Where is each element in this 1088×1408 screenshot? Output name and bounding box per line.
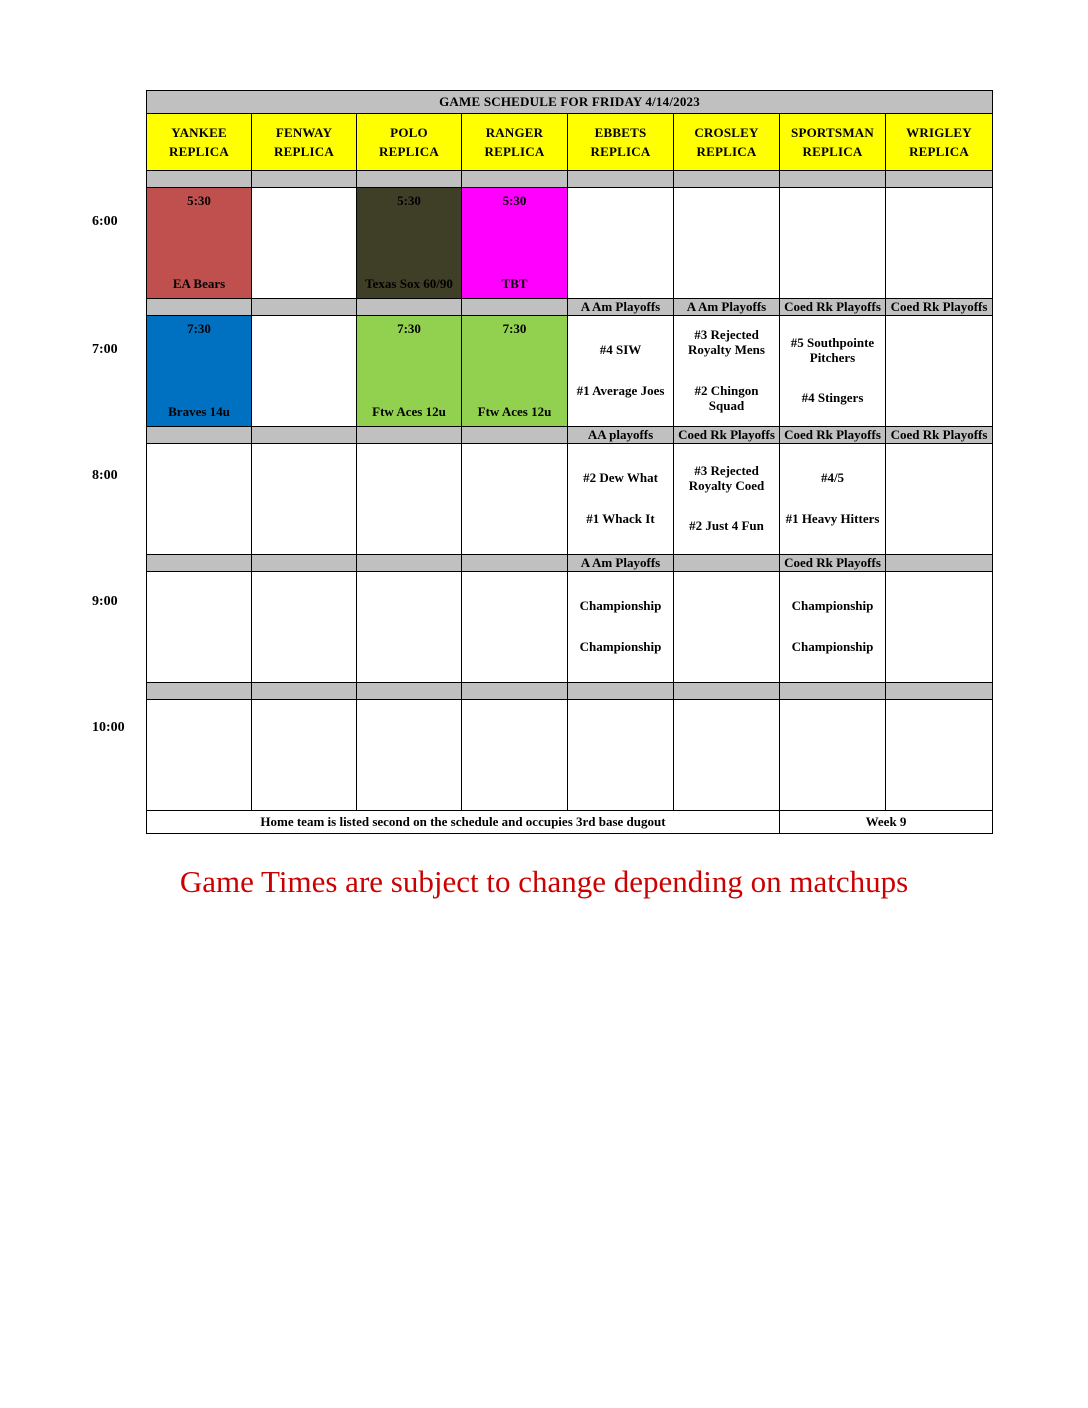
game-team-home: #1 Heavy Hitters xyxy=(785,511,880,526)
game-cell-yankee-900[interactable] xyxy=(147,572,252,683)
game-time: 7:30 xyxy=(502,321,527,336)
separator-label-sportsman: Coed Rk Playoffs xyxy=(780,427,886,444)
separator-cell xyxy=(886,555,993,572)
schedule-row-600 xyxy=(147,188,993,299)
game-cell-sportsman-1000[interactable] xyxy=(780,700,886,811)
separator-label-wrigley: Coed Rk Playoffs xyxy=(886,427,993,444)
game-cell-crosley-600[interactable] xyxy=(674,188,780,299)
field-name-line1: YANKEE xyxy=(171,124,227,140)
game-label-top: Championship xyxy=(791,598,874,614)
field-name-line2: REPLICA xyxy=(590,144,651,159)
field-header-row xyxy=(147,114,993,171)
game-team: Ftw Aces 12u xyxy=(372,404,446,420)
game-cell-fenway-600[interactable] xyxy=(252,188,357,299)
table-title-row xyxy=(147,91,993,114)
game-team-away: #4 SIW xyxy=(599,342,642,358)
game-cell-yankee-700[interactable] xyxy=(147,316,252,427)
separator-cell xyxy=(147,171,252,188)
separator-label-sportsman: Coed Rk Playoffs xyxy=(780,299,886,316)
separator-cell xyxy=(886,171,993,188)
separator-label-ebbets: AA playoffs xyxy=(568,427,674,444)
game-team-home: #1 Average Joes xyxy=(576,383,665,398)
game-cell-sportsman-600[interactable] xyxy=(780,188,886,299)
schedule-row-900 xyxy=(147,572,993,683)
schedule-row-800 xyxy=(147,444,993,555)
field-name-line2: REPLICA xyxy=(274,144,334,159)
separator-cell xyxy=(462,299,568,316)
field-header-crosley xyxy=(674,114,780,171)
game-team: Texas Sox 60/90 xyxy=(365,276,453,292)
time-label-800: 8:00 xyxy=(92,468,118,483)
separator-cell xyxy=(147,299,252,316)
game-label-bottom: Championship xyxy=(791,639,874,654)
schedule-table-wrapper xyxy=(146,90,992,834)
field-name-line1: CROSLEY xyxy=(694,124,759,140)
game-time: 5:30 xyxy=(502,193,527,208)
game-cell-crosley-900[interactable] xyxy=(674,572,780,683)
game-cell-crosley-1000[interactable] xyxy=(674,700,780,811)
field-name-line1: POLO xyxy=(390,124,428,140)
schedule-notice: Game Times are subject to change depending on matchups xyxy=(179,864,909,899)
separator-cell xyxy=(568,171,674,188)
field-name-line1: EBBETS xyxy=(594,124,647,140)
separator-cell xyxy=(252,427,357,444)
page-title: GAME SCHEDULE FOR FRIDAY 4/14/2023 xyxy=(147,91,993,114)
game-cell-polo-800[interactable] xyxy=(357,444,462,555)
game-label-bottom: Championship xyxy=(579,639,662,654)
separator-cell xyxy=(252,299,357,316)
field-header-sportsman xyxy=(780,114,886,171)
game-label-top: Championship xyxy=(579,598,662,614)
time-label-1000: 10:00 xyxy=(92,720,125,735)
separator-cell xyxy=(462,683,568,700)
field-name-line1: FENWAY xyxy=(275,124,333,140)
game-time: 7:30 xyxy=(187,321,211,336)
separator-cell xyxy=(357,555,462,572)
separator-cell xyxy=(147,555,252,572)
separator-cell xyxy=(357,299,462,316)
separator-row-1 xyxy=(147,171,993,188)
field-header-ranger xyxy=(462,114,568,171)
separator-cell xyxy=(357,683,462,700)
game-team-away: #2 Dew What xyxy=(583,470,658,486)
game-cell-ranger-700[interactable] xyxy=(462,316,568,427)
time-label-900: 9:00 xyxy=(92,594,118,609)
game-cell-yankee-1000[interactable] xyxy=(147,700,252,811)
game-team: Ftw Aces 12u xyxy=(477,404,552,420)
game-cell-polo-700[interactable] xyxy=(357,316,462,427)
footer-row xyxy=(147,811,993,834)
game-cell-fenway-1000[interactable] xyxy=(252,700,357,811)
separator-label-crosley: A Am Playoffs xyxy=(674,299,780,316)
game-cell-wrigley-700[interactable] xyxy=(886,316,993,427)
game-team-home: #2 Just 4 Fun xyxy=(689,518,764,534)
separator-cell xyxy=(462,427,568,444)
game-team: Braves 14u xyxy=(168,404,230,420)
separator-row-5 xyxy=(147,683,993,700)
game-cell-fenway-900[interactable] xyxy=(252,572,357,683)
separator-cell xyxy=(147,683,252,700)
separator-label-crosley: Coed Rk Playoffs xyxy=(674,427,780,444)
separator-cell xyxy=(252,683,357,700)
game-cell-yankee-800[interactable] xyxy=(147,444,252,555)
field-header-polo xyxy=(357,114,462,171)
game-cell-wrigley-1000[interactable] xyxy=(886,700,993,811)
game-cell-wrigley-800[interactable] xyxy=(886,444,993,555)
schedule-table xyxy=(146,90,993,834)
game-cell-ranger-800[interactable] xyxy=(462,444,568,555)
game-team-home: #1 Whack It xyxy=(586,511,655,526)
game-cell-sportsman-900[interactable] xyxy=(780,572,886,683)
game-cell-polo-600[interactable] xyxy=(357,188,462,299)
separator-cell xyxy=(357,171,462,188)
separator-cell xyxy=(568,683,674,700)
field-header-yankee xyxy=(147,114,252,171)
game-time: 5:30 xyxy=(187,193,211,208)
game-cell-ebbets-700[interactable] xyxy=(568,316,674,427)
game-team-away: #3 Rejected Royalty Coed xyxy=(688,462,765,493)
separator-label-sportsman: Coed Rk Playoffs xyxy=(780,555,886,572)
field-name-line1: SPORTSMAN xyxy=(791,124,874,140)
time-label-600: 6:00 xyxy=(92,214,118,229)
separator-cell xyxy=(780,171,886,188)
game-cell-fenway-700[interactable] xyxy=(252,316,357,427)
game-team: EA Bears xyxy=(172,276,226,292)
separator-cell xyxy=(886,683,993,700)
field-name-line2: REPLICA xyxy=(696,144,757,159)
separator-cell xyxy=(252,555,357,572)
footer-note: Home team is listed second on the schedule and occupies 3rd base dugout xyxy=(147,811,780,834)
game-cell-ebbets-900[interactable] xyxy=(568,572,674,683)
game-time: 7:30 xyxy=(397,321,421,336)
field-header-ebbets xyxy=(568,114,674,171)
separator-cell xyxy=(780,683,886,700)
separator-cell xyxy=(147,427,252,444)
game-cell-wrigley-600[interactable] xyxy=(886,188,993,299)
game-cell-ranger-600[interactable] xyxy=(462,188,568,299)
separator-cell xyxy=(462,555,568,572)
game-cell-polo-900[interactable] xyxy=(357,572,462,683)
separator-cell xyxy=(674,555,780,572)
separator-label-wrigley: Coed Rk Playoffs xyxy=(886,299,993,316)
game-cell-wrigley-900[interactable] xyxy=(886,572,993,683)
game-time: 5:30 xyxy=(397,193,421,208)
field-name-line1: RANGER xyxy=(485,124,544,140)
game-team-away: #4/5 xyxy=(820,470,845,486)
game-cell-crosley-800[interactable] xyxy=(674,444,780,555)
separator-label-ebbets: A Am Playoffs xyxy=(568,299,674,316)
schedule-row-700 xyxy=(147,316,993,427)
separator-cell xyxy=(357,427,462,444)
game-cell-sportsman-700[interactable] xyxy=(780,316,886,427)
game-cell-ebbets-800[interactable] xyxy=(568,444,674,555)
game-cell-yankee-600[interactable] xyxy=(147,188,252,299)
time-label-700: 7:00 xyxy=(92,342,118,357)
field-header-wrigley xyxy=(886,114,993,171)
separator-row-2 xyxy=(147,299,993,316)
game-team-away: #3 Rejected Royalty Mens xyxy=(688,327,765,358)
field-header-fenway xyxy=(252,114,357,171)
game-cell-ebbets-1000[interactable] xyxy=(568,700,674,811)
separator-cell xyxy=(252,171,357,188)
separator-cell xyxy=(674,683,780,700)
field-name-line2: REPLICA xyxy=(909,144,969,159)
game-cell-polo-1000[interactable] xyxy=(357,700,462,811)
field-name-line1: WRIGLEY xyxy=(906,124,972,140)
game-cell-crosley-700[interactable] xyxy=(674,316,780,427)
game-team: TBT xyxy=(501,276,528,292)
separator-label-ebbets: A Am Playoffs xyxy=(568,555,674,572)
separator-row-3 xyxy=(147,427,993,444)
footer-week: Week 9 xyxy=(780,811,993,834)
field-name-line2: REPLICA xyxy=(169,144,229,159)
game-cell-ranger-900[interactable] xyxy=(462,572,568,683)
separator-row-4 xyxy=(147,555,993,572)
game-team-home: #4 Stingers xyxy=(801,390,864,406)
field-name-line2: REPLICA xyxy=(484,144,545,159)
game-cell-sportsman-800[interactable] xyxy=(780,444,886,555)
schedule-row-1000 xyxy=(147,700,993,811)
game-cell-ranger-1000[interactable] xyxy=(462,700,568,811)
game-cell-fenway-800[interactable] xyxy=(252,444,357,555)
field-name-line2: REPLICA xyxy=(379,144,439,159)
game-cell-ebbets-600[interactable] xyxy=(568,188,674,299)
game-team-home: #2 Chingon Squad xyxy=(694,383,759,413)
game-team-away: #5 Southpointe Pitchers xyxy=(790,334,875,365)
separator-cell xyxy=(674,171,780,188)
separator-cell xyxy=(462,171,568,188)
field-name-line2: REPLICA xyxy=(802,144,863,159)
